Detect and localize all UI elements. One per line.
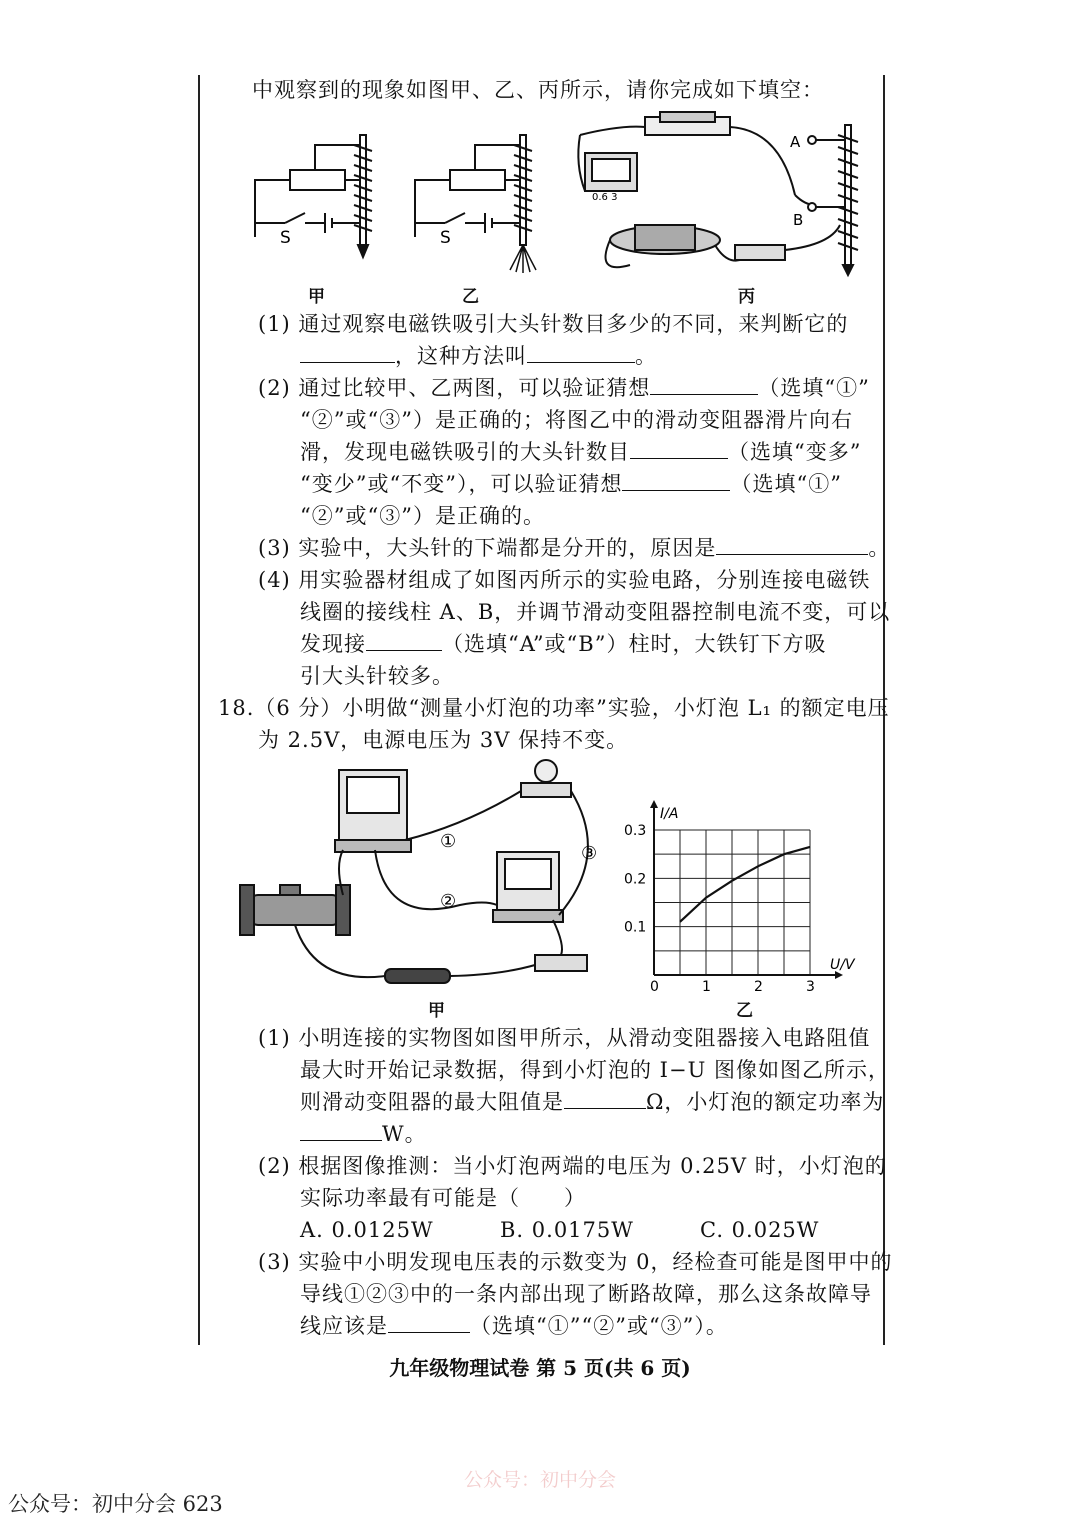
page-footer: 九年级物理试卷 第 5 页(共 6 页) [389,1356,691,1380]
circuit-bing [578,112,858,275]
caption-18-yi: 乙 [736,1001,753,1021]
q18-p2-line1: (2) 根据图像推测：当小灯泡两端的电压为 0.25V 时，小灯泡的 [258,1154,887,1178]
terminal-b-label: B [793,211,804,229]
caption-bing: 丙 [738,287,755,307]
answer-blank[interactable] [527,340,635,363]
q17-p2-line5: “②”或“③”）是正确的。 [300,504,545,528]
x-tick-label: 3 [806,979,815,995]
q18-p1-line3: 则滑动变阻器的最大阻值是 Ω，小灯泡的额定功率为 [300,1086,884,1118]
answer-blank[interactable] [564,1086,646,1109]
answer-blank[interactable] [300,340,395,363]
left-margin-line [198,75,200,1345]
q17-p1-line1: (1) 通过观察电磁铁吸引大头针数目多少的不同，来判断它的 [258,312,849,336]
wire-label-3: ③ [581,843,598,864]
q17-p2-line3: 滑，发现电磁铁吸引的大头针数目 （选填“变多” [300,436,861,468]
intro-text: 中观察到的现象如图甲、乙、丙所示，请你完成如下填空： [252,78,824,102]
q17-p2-line2: “②”或“③”）是正确的；将图乙中的滑动变阻器滑片向右 [300,408,853,432]
q17-p2-line4: “变少”或“不变”），可以验证猜想 （选填“①” [300,468,842,500]
q17-p4-line1: (4) 用实验器材组成了如图丙所示的实验电路，分别连接电磁铁 [258,568,871,592]
caption-yi: 乙 [462,287,479,307]
x-tick-label: 1 [702,979,711,995]
watermark: 公众号：初中分会 [463,1469,616,1491]
answer-blank[interactable] [650,372,758,395]
q17-p2-line1: (2) 通过比较甲、乙两图，可以验证猜想 （选填“①” [258,372,870,404]
q17-p1-line2: ，这种方法叫 。 [300,340,657,372]
figure-18-circuit [235,755,605,995]
q17-p3: (3) 实验中，大头针的下端都是分开的，原因是 。 [258,532,890,564]
q18-p3-line2: 导线①②③中的一条内部出现了断路故障，那么这条故障导 [300,1282,872,1306]
q18-p1-line4: W。 [300,1118,427,1150]
q18-line2: 为 2.5V，电源电压为 3V 保持不变。 [258,728,629,752]
q18-p1-line2: 最大时开始记录数据，得到小灯泡的 I−U 图像如图乙所示， [300,1058,890,1082]
answer-blank[interactable] [622,468,730,491]
wire-label-1: ① [440,831,457,852]
y-axis-arrow [650,800,658,808]
x-axis-label: U/V [830,957,855,973]
wire-label-2: ② [440,891,457,912]
q17-p4-line2: 线圈的接线柱 A、B，并调节滑动变阻器控制电流不变，可以 [300,600,891,624]
corner-note: 公众号：初中分会 623 [8,1492,223,1516]
y-axis-label: I/A [660,806,679,822]
answer-blank[interactable] [716,532,868,555]
circuit-jia [255,135,372,257]
option-c[interactable]: C. 0.025W [700,1218,820,1242]
answer-blank[interactable] [300,1118,382,1141]
ammeter-scale: 0.6 3 [592,192,618,203]
answer-blank[interactable] [630,436,728,459]
q18-p2-line2: 实际功率最有可能是（ ） [300,1186,586,1210]
switch-label-jia: S [280,228,291,248]
q18-p1-line1: (1) 小明连接的实物图如图甲所示，从滑动变阻器接入电路阻值 [258,1026,871,1050]
option-b[interactable]: B. 0.0175W [500,1218,634,1242]
option-a[interactable]: A. 0.0125W [300,1218,434,1242]
q17-p4-line4: 引大头针较多。 [300,664,454,688]
q18-p3-line1: (3) 实验中小明发现电压表的示数变为 0，经检查可能是图甲中的 [258,1250,893,1274]
caption-18-jia: 甲 [428,1001,445,1021]
answer-blank[interactable] [388,1310,470,1333]
x-tick-label: 2 [754,979,763,995]
y-tick-label: 0.2 [624,871,647,888]
wire-1 [405,791,521,840]
q17-p4-line3: 发现接 （选填“A”或“B”）柱时，大铁钉下方吸 [300,628,826,660]
iu-chart [622,800,855,995]
answer-blank[interactable] [366,628,442,651]
q18-line1: 18.（6 分）小明做“测量小灯泡的功率”实验，小灯泡 L₁ 的额定电压 [218,696,890,720]
x-tick-label: 0 [650,979,659,995]
switch-label-yi: S [440,228,451,248]
figure-17 [240,105,880,305]
circuit-yi [415,135,536,273]
caption-jia: 甲 [308,287,325,307]
iu-curve [680,847,810,922]
y-tick-label: 0.1 [624,919,647,936]
q18-p3-line3: 线应该是 （选填“①”“②”或“③”）。 [300,1310,728,1342]
wire-2 [375,850,497,909]
y-tick-label: 0.3 [624,823,647,839]
terminal-a-label: A [790,133,801,151]
